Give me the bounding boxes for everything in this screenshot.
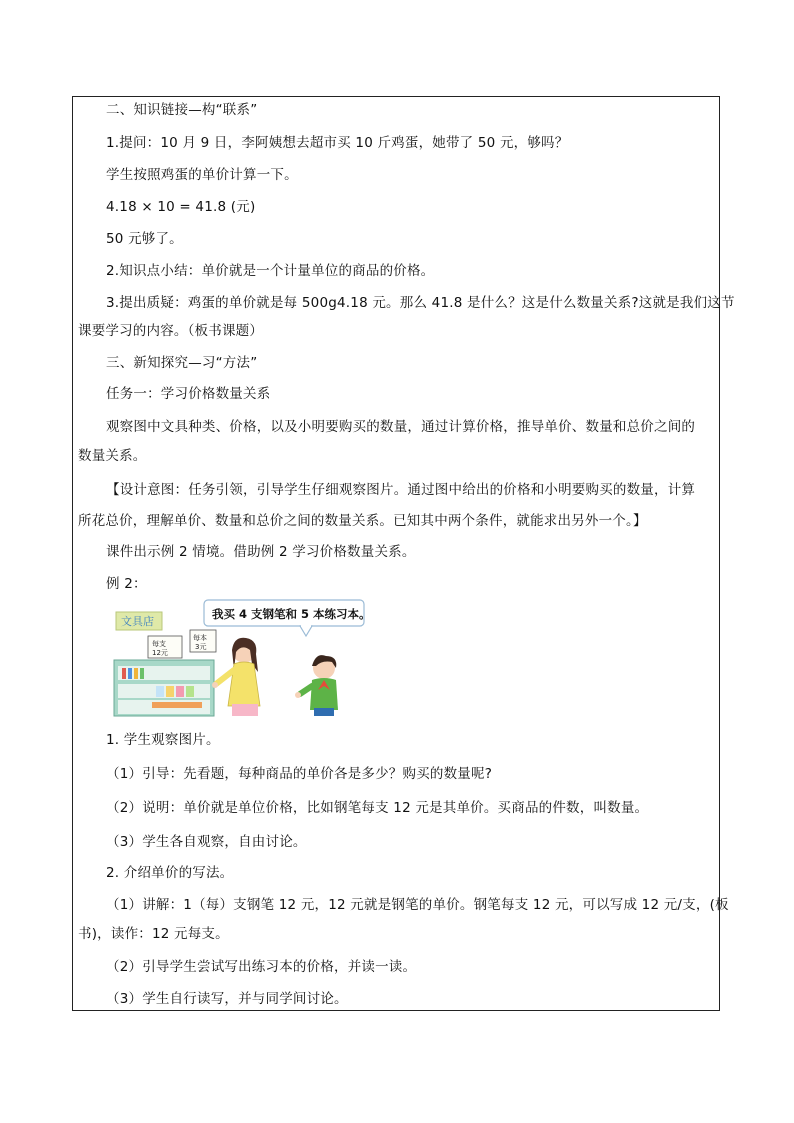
- step-heading: 1. 学生观察图片。: [106, 732, 220, 748]
- price-tag-notebook-line2: 3元: [195, 643, 207, 651]
- step-line: （3）学生自行读写，并与同学间讨论。: [106, 991, 348, 1007]
- step-line: （1）讲解：1（每）支钢笔 12 元，12 元就是钢笔的单价。钢笔每支 12 元，可以写成 12 元/支，(板: [106, 897, 729, 913]
- step-line: （2）说明：单价就是单位价格，比如钢笔每支 12 元是其单价。买商品的件数，叫数量。: [106, 800, 649, 816]
- text-line: 观察图中文具种类、价格，以及小明要购买的数量，通过计算价格，推导单价、数量和总价之间的: [106, 419, 696, 435]
- step-line: （1）引导：先看题，每种商品的单价各是多少？购买的数量呢?: [106, 766, 493, 782]
- summary-line: 2.知识点小结：单价就是一个计量单位的商品的价格。: [106, 263, 435, 279]
- text-line: 课件出示例 2 情境。借助例 2 学习价格数量关系。: [106, 544, 416, 560]
- shop-sign-text: 文具店: [121, 615, 154, 628]
- price-tag-pen-line2: 12元: [152, 649, 168, 657]
- stationery-shop-illustration: [112, 598, 372, 718]
- task-heading: 任务一：学习价格数量关系: [106, 386, 271, 402]
- price-tag-notebook-line1: 每本: [193, 634, 207, 642]
- step-line-cont: 书)，读作：12 元每支。: [78, 926, 229, 942]
- question-line: 3.提出质疑：鸡蛋的单价就是每 500g4.18 元。那么 41.8 是什么？这是什么数量关系?这就是我们这节: [106, 295, 735, 311]
- calc-line: 4.18 × 10 = 41.8 (元): [106, 199, 256, 215]
- question-line-cont: 课要学习的内容。（板书课题）: [78, 323, 264, 339]
- text-line: 学生按照鸡蛋的单价计算一下。: [106, 167, 298, 183]
- text-line-cont: 数量关系。: [78, 448, 147, 464]
- question-line: 1.提问：10 月 9 日，李阿姨想去超市买 10 斤鸡蛋，她带了 50 元，够吗？: [106, 135, 569, 151]
- step-heading: 2. 介绍单价的写法。: [106, 865, 234, 881]
- price-tag-pen-line1: 每支: [152, 640, 166, 648]
- section-heading-3: 三、新知探究—习“方法”: [106, 355, 258, 371]
- example-label: 例 2：: [106, 576, 147, 592]
- speech-bubble-text: 我买 4 支钢笔和 5 本练习本。: [212, 607, 371, 621]
- step-line: （3）学生各自观察，自由讨论。: [106, 834, 307, 850]
- design-intent-line-cont: 所花总价，理解单价、数量和总价之间的数量关系。已知其中两个条件，就能求出另外一个。】: [78, 513, 647, 529]
- section-heading-2: 二、知识链接—构“联系”: [106, 102, 258, 118]
- text-line: 50 元够了。: [106, 231, 183, 247]
- step-line: （2）引导学生尝试写出练习本的价格，并读一读。: [106, 959, 417, 975]
- design-intent-line: 【设计意图：任务引领，引导学生仔细观察图片。通过图中给出的价格和小明要购买的数量，计算: [106, 482, 696, 498]
